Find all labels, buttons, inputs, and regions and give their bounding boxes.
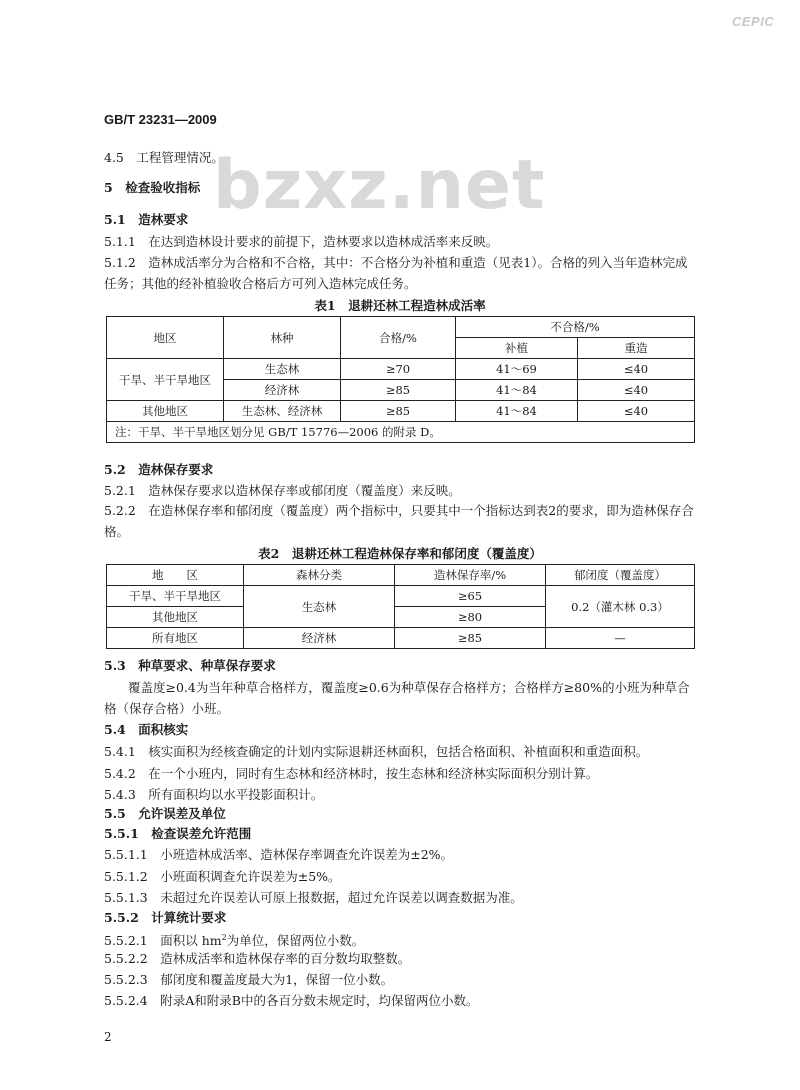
clause-5-5-1-1: 5.5.1.1 小班造林成活率、造林保存率调查允许误差为±2%。 bbox=[104, 847, 454, 862]
table2 bbox=[106, 564, 695, 649]
t2-header-canopy: 郁闭度（覆盖度） bbox=[546, 565, 695, 586]
t1-header-region: 地区 bbox=[107, 317, 224, 359]
t1-row1-pass: ≥70 bbox=[341, 359, 456, 380]
clause-5-5-2-4: 5.5.2.4 附录A和附录B中的各百分数未规定时，均保留两位小数。 bbox=[104, 993, 479, 1008]
section-5-5-2-heading: 5.5.2 计算统计要求 bbox=[104, 910, 227, 925]
t1-row2-redo: ≤40 bbox=[578, 380, 695, 401]
t1-row3-replant: 41～84 bbox=[456, 401, 578, 422]
t2-row1-category: 生态林 bbox=[244, 586, 395, 628]
clause-5-5-2-1-text-a: 5.5.2.1 面积以 hm bbox=[104, 933, 222, 949]
watermark-text: bzxz.net bbox=[213, 146, 546, 225]
section-5-4-heading: 5.4 面积核实 bbox=[104, 722, 189, 737]
clause-5-5-2-3: 5.5.2.3 郁闭度和覆盖度最大为1，保留一位小数。 bbox=[104, 972, 394, 987]
clause-5-2-2: 5.2.2 在造林保存率和郁闭度（覆盖度）两个指标中，只要其中一个指标达到表2的要求，即为造林保存合格。 bbox=[104, 503, 694, 539]
clause-5-5-1-2: 5.5.1.2 小班面积调查允许误差为±5%。 bbox=[104, 869, 341, 884]
clause-5-1-1: 5.1.1 在达到造林设计要求的前提下，造林要求以造林成活率来反映。 bbox=[104, 234, 499, 249]
clause-5-5-1-3: 5.5.1.3 未超过允许误差认可原上报数据，超过允许误差以调查数据为准。 bbox=[104, 890, 523, 905]
clause-5-4-2: 5.4.2 在一个小班内，同时有生态林和经济林时，按生态林和经济林实际面积分别计算。 bbox=[104, 766, 599, 781]
t1-row2-species: 经济林 bbox=[224, 380, 341, 401]
corner-logo: CEPIC bbox=[732, 14, 775, 29]
table1-caption: 表1 退耕还林工程造林成活率 bbox=[314, 298, 486, 313]
t1-header-pass: 合格/% bbox=[341, 317, 456, 359]
t2-header-category: 森林分类 bbox=[244, 565, 395, 586]
clause-5-4-1: 5.4.1 核实面积为经核查确定的计划内实际退耕还林面积，包括合格面积、补植面积和重造面积。 bbox=[104, 744, 649, 759]
t1-header-replant: 补植 bbox=[456, 338, 578, 359]
section-5-3-heading: 5.3 种草要求、种草保存要求 bbox=[104, 658, 276, 673]
t1-row3-region: 其他地区 bbox=[107, 401, 224, 422]
clause-5-3-paragraph: 覆盖度≥0.4为当年种草合格样方，覆盖度≥0.6为种草保存合格样方；合格样方≥80%的小班为种草合格（保存合格）小班。 bbox=[104, 680, 690, 716]
t1-row1-species: 生态林 bbox=[224, 359, 341, 380]
section-5-5-1-heading: 5.5.1 检查误差允许范围 bbox=[104, 826, 252, 841]
clause-5-5-2-2: 5.5.2.2 造林成活率和造林保存率的百分数均取整数。 bbox=[104, 951, 411, 966]
t2-header-region: 地 区 bbox=[107, 565, 244, 586]
section-5-2-heading: 5.2 造林保存要求 bbox=[104, 462, 214, 477]
t2-row2-rate: ≥80 bbox=[395, 607, 546, 628]
t1-header-redo: 重造 bbox=[578, 338, 695, 359]
clause-5-5-2-1-superscript: 2 bbox=[221, 933, 227, 942]
t1-row1-replant: 41～69 bbox=[456, 359, 578, 380]
t2-row1-region: 干旱、半干旱地区 bbox=[107, 586, 244, 607]
page-number: 2 bbox=[104, 1030, 112, 1044]
t1-row1-redo: ≤40 bbox=[578, 359, 695, 380]
section-5-5-heading: 5.5 允许误差及单位 bbox=[104, 806, 226, 821]
clause-5-5-2-1 bbox=[104, 930, 364, 949]
t1-header-species: 林种 bbox=[224, 317, 341, 359]
standard-number: GB/T 23231—2009 bbox=[104, 112, 217, 127]
t2-row3-category: 经济林 bbox=[244, 628, 395, 649]
section-5-1-heading: 5.1 造林要求 bbox=[104, 212, 189, 227]
clause-4-5: 4.5 工程管理情况。 bbox=[104, 150, 224, 165]
table2-caption: 表2 退耕还林工程造林保存率和郁闭度（覆盖度） bbox=[258, 546, 542, 561]
clause-5-4-3: 5.4.3 所有面积均以水平投影面积计。 bbox=[104, 787, 324, 802]
t2-row1-rate: ≥65 bbox=[395, 586, 546, 607]
t1-row3-pass: ≥85 bbox=[341, 401, 456, 422]
table1 bbox=[106, 316, 695, 443]
t1-row3-redo: ≤40 bbox=[578, 401, 695, 422]
t1-row1-region: 干旱、半干旱地区 bbox=[107, 359, 224, 401]
t1-header-fail: 不合格/% bbox=[456, 317, 695, 338]
section-5-heading: 5 检查验收指标 bbox=[104, 180, 201, 195]
t1-row2-pass: ≥85 bbox=[341, 380, 456, 401]
clause-5-5-2-1-text-b: 为单位，保留两位小数。 bbox=[226, 933, 365, 949]
t2-row3-region: 所有地区 bbox=[107, 628, 244, 649]
clause-5-1-2: 5.1.2 造林成活率分为合格和不合格，其中：不合格分为补植和重造（见表1）。合格的列入当年造林完成任务；其他的经补植验收合格后方可列入造林完成任务。 bbox=[104, 255, 688, 291]
clause-5-2-1: 5.2.1 造林保存要求以造林保存率或郁闭度（覆盖度）来反映。 bbox=[104, 483, 461, 498]
t1-note: 注：干旱、半干旱地区划分见 GB/T 15776—2006 的附录 D。 bbox=[107, 422, 695, 443]
t2-row3-canopy: — bbox=[546, 628, 695, 649]
t1-row3-species: 生态林、经济林 bbox=[224, 401, 341, 422]
t2-row1-canopy: 0.2（灌木林 0.3） bbox=[546, 586, 695, 628]
t2-header-rate: 造林保存率/% bbox=[395, 565, 546, 586]
t2-row3-rate: ≥85 bbox=[395, 628, 546, 649]
t2-row2-region: 其他地区 bbox=[107, 607, 244, 628]
t1-row2-replant: 41～84 bbox=[456, 380, 578, 401]
